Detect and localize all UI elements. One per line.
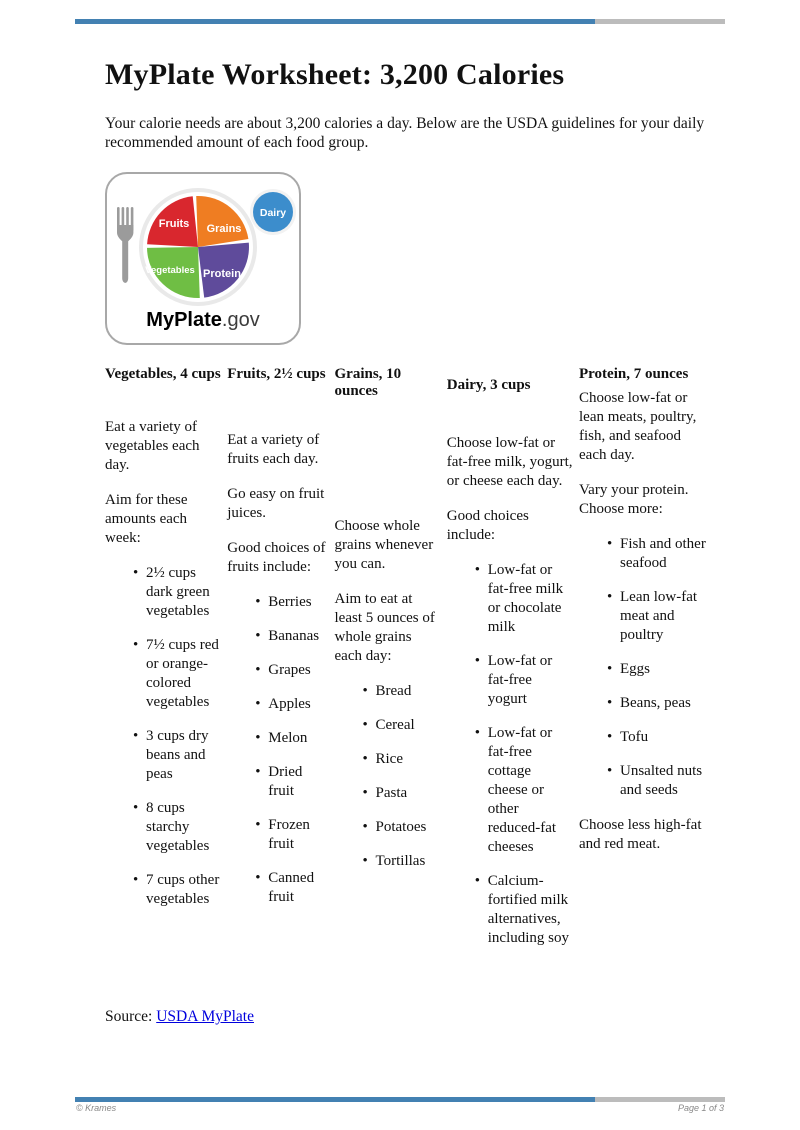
column-paragraph: Good choices of fruits include: (227, 539, 326, 575)
bullet-item: • Beans, peas (607, 694, 711, 713)
food-column (579, 366, 711, 964)
bottom-rule-bar-fill (75, 1097, 595, 1102)
dairy-label: Dairy (259, 207, 287, 219)
bullet-item: • Tofu (607, 728, 711, 747)
grains-label: Grains (206, 223, 242, 235)
column-paragraph: Eat a variety of fruits each day. (227, 431, 320, 467)
bullet-item: • Apples (255, 695, 330, 714)
bullet-item: • Fish and other seafood (607, 535, 711, 573)
bullet-item: • Dried fruit (255, 763, 330, 801)
bullet-item: • Tortillas (363, 852, 443, 871)
column-paragraph: Choose low-fat or lean meats, poultry, fish, and seafood each day. (579, 389, 697, 463)
intro-paragraph: Your calorie needs are about 3,200 calories a day. Below are the USDA guidelines for your daily recommended amount of each food group. (105, 115, 705, 151)
column-paragraph: Eat a variety of vegetables each day. (105, 418, 200, 473)
column-body (227, 431, 330, 907)
food-columns (105, 366, 711, 964)
column-bullet-list (579, 535, 711, 800)
source-link[interactable]: USDA MyPlate (156, 1008, 254, 1025)
fruits-label: Fruits (158, 218, 190, 230)
food-column (335, 366, 443, 964)
column-paragraph: Choose low-fat or fat-free milk, yogurt, or cheese each day. (446, 434, 573, 489)
column-body (447, 434, 575, 948)
column-bullet-list (335, 682, 443, 871)
bullet-item: • Berries (255, 593, 330, 612)
bullet-item: • 2½ cups dark green vegetables (133, 564, 223, 621)
bullet-item: • Canned fruit (255, 869, 330, 907)
column-bullet-list (447, 561, 575, 948)
top-rule-bar (75, 19, 725, 24)
bullet-item: • Cereal (363, 716, 443, 735)
bullet-item: • Potatoes (363, 818, 443, 837)
column-header: Fruits, 2½ cups (227, 366, 326, 382)
column-paragraph: Good choices include: (446, 507, 529, 543)
plate-graphic (139, 188, 296, 306)
food-column (227, 366, 330, 964)
column-header: Protein, 7 ounces (579, 366, 689, 382)
source-line (105, 1008, 254, 1026)
bullet-item: • Eggs (607, 660, 711, 679)
bullet-item: • Bread (363, 682, 443, 701)
column-body (579, 389, 711, 854)
column-header: Vegetables, 4 cups (105, 366, 221, 382)
myplate-logo-graphic (107, 174, 299, 343)
column-header: Dairy, 3 cups (446, 377, 531, 393)
column-header: Grains, 10 ounces (334, 366, 402, 399)
column-bullet-list (105, 564, 223, 909)
bottom-rule-bar (75, 1097, 725, 1102)
grains-wedge (196, 196, 248, 247)
source-label: Source: (105, 1008, 157, 1025)
protein-label: Protein (203, 268, 241, 280)
bullet-item: • Pasta (363, 784, 443, 803)
column-paragraph: Aim for these amounts each week: (105, 491, 188, 546)
fork-icon (117, 207, 133, 283)
myplate-logo (105, 172, 301, 345)
bullet-item: • 7½ cups red or orange-colored vegetables (133, 636, 223, 712)
bullet-item: • Frozen fruit (255, 816, 330, 854)
bullet-item: • Low-fat or fat-free yogurt (475, 652, 575, 709)
bullet-item: • Low-fat or fat-free milk or chocolate milk (475, 561, 575, 637)
bullet-item: • 7 cups other vegetables (133, 871, 223, 909)
column-body (105, 418, 223, 909)
column-paragraph: Choose less high-fat and red meat. (579, 816, 702, 852)
bullet-item: • Lean low-fat meat and poultry (607, 588, 711, 645)
footer-copyright: © Krames (76, 1103, 117, 1113)
bullet-item: • Melon (255, 729, 330, 748)
bullet-item: • Rice (363, 750, 443, 769)
bullet-item: • 3 cups dry beans and peas (133, 727, 223, 784)
bullet-item: • Calcium-fortified milk alternatives, including soy (475, 872, 575, 948)
bullet-item: • Grapes (255, 661, 330, 680)
food-column (447, 366, 575, 964)
column-paragraph: Aim to eat at least 5 ounces of whole grains each day: (334, 591, 435, 664)
food-column (105, 366, 223, 964)
top-rule-bar-fill (75, 19, 595, 24)
page-title: MyPlate Worksheet: 3,200 Calories (105, 58, 565, 91)
column-bullet-list (227, 593, 330, 907)
myplate-wordmark: MyPlate.gov (146, 309, 260, 331)
column-paragraph: Choose whole grains whenever you can. (334, 518, 434, 572)
column-paragraph: Vary your protein. Choose more: (579, 481, 689, 517)
footer (76, 1103, 724, 1113)
bullet-item: • Unsalted nuts and seeds (607, 762, 711, 800)
footer-page-number: Page 1 of 3 (677, 1103, 724, 1113)
vegetables-label: Vegetables (145, 265, 195, 276)
column-body (335, 517, 443, 871)
bullet-item: • Low-fat or fat-free cottage cheese or other reduced-fat cheeses (475, 724, 575, 857)
bullet-item: • Bananas (255, 627, 330, 646)
column-paragraph: Go easy on fruit juices. (227, 485, 325, 521)
bullet-item: • 8 cups starchy vegetables (133, 799, 223, 856)
